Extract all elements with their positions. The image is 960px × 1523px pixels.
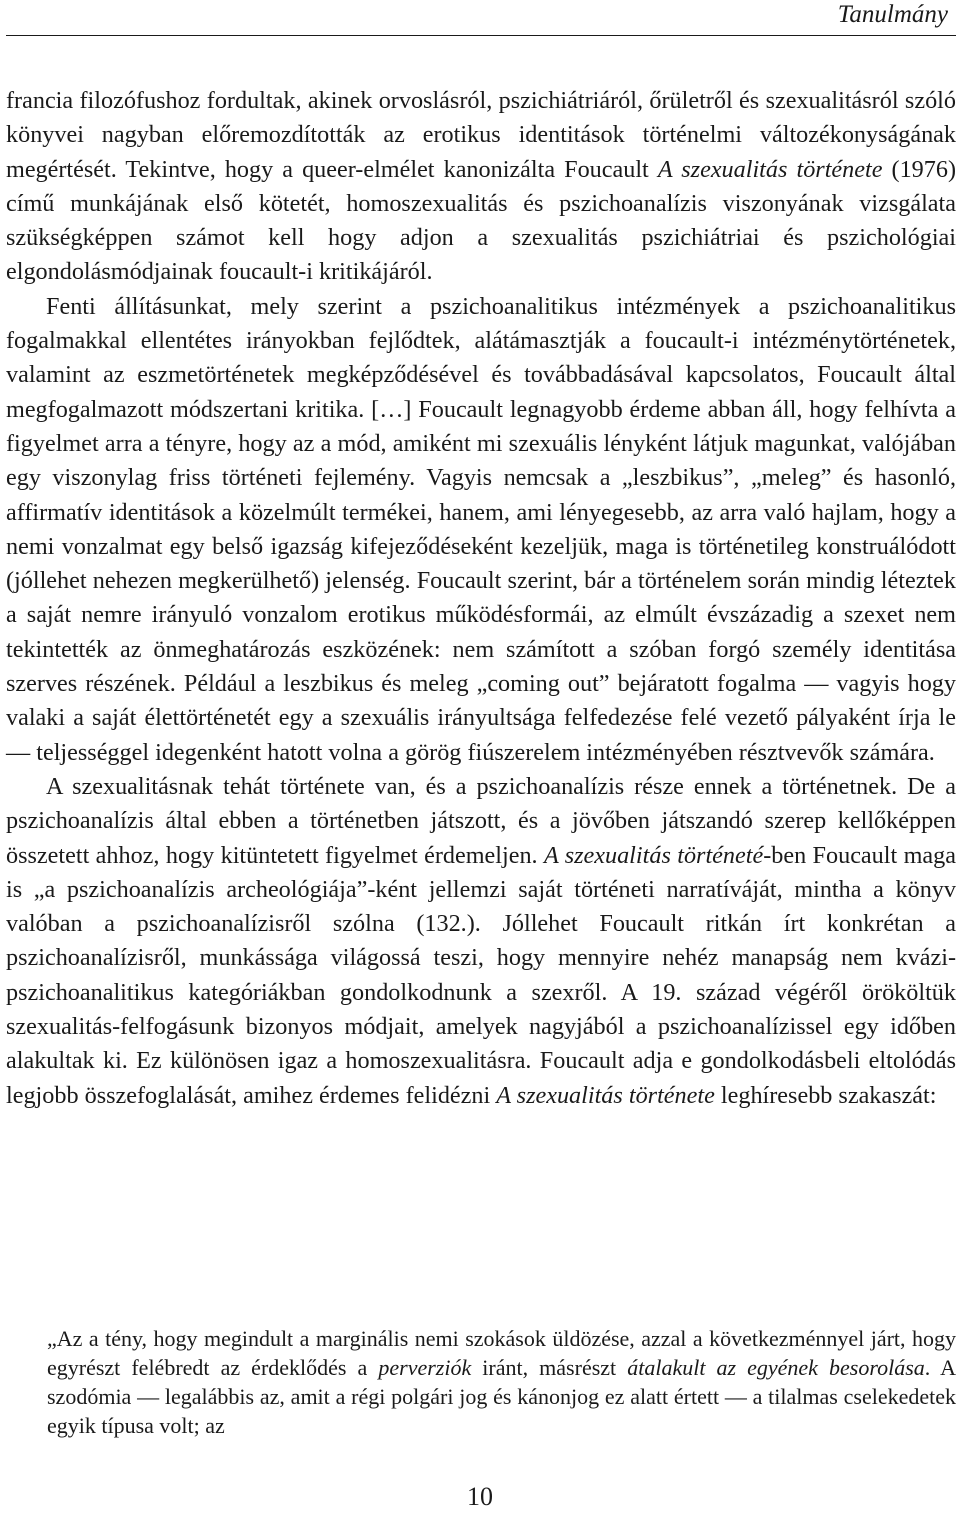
quote-italic-classification: átalakult az egyének besorolása	[627, 1355, 925, 1380]
running-header	[0, 0, 960, 38]
paragraph-2	[6, 290, 956, 770]
paragraph-1-text-cont: (1976) című munkájának első kötetét, homoszexualitás és pszichoanalízis viszonyának vizsgálata szükségképpen számot kell hogy adjon a szexualitás pszichiátriai és pszichológiai elgondolásmódjainak foucault-i kritikájáról.	[6, 155, 957, 286]
header-rule	[6, 35, 956, 36]
quote-text: „Az a tény, hogy megindult a marginális nemi szokások üldözése, azzal a következménnyel járt, hogy egyrészt felébredt az érdeklődés a	[47, 1326, 956, 1380]
block-quote	[47, 1324, 956, 1440]
main-text	[6, 84, 956, 1113]
running-title: Tanulmány	[837, 1, 948, 28]
page-number: 10	[467, 1482, 493, 1511]
paragraph-3-text-cont: -ben Foucault maga is „a pszichoanalízis archeológiája”-ként jellemzi saját történeti narratíváját, mintha a könyv valóban a pszichoanalízisről szólna (132.). Jóllehet Foucault ritkán írt konkrétan a pszichoanalízisről, munkássága világossá teszi, hogy mennyire nehéz manapság nem kvázi-pszichoanalitikus kategóriákban gondolkodnunk a szexről. A 19. század végéről örököltük szexualitás-felfogásunk bizonyos módjait, amelyek nagyjából a pszichoanalízissel egy időben alakultak ki. Ez különösen igaz a homoszexualitásra. Foucault adja e gondolkodásbeli eltolódás legjobb összefoglalását, amihez érdemes felidézni	[6, 841, 956, 1109]
paragraph-3-text: A szexualitásnak tehát története van, és a pszichoanalízis része ennek a történetnek. De a pszichoanalízis által ebben a történetben játszott, és a jövőben játszandó szerep kellőképpen összetett ahhoz, hogy kitüntetett figyelmet érdemeljen.	[6, 772, 956, 869]
book-title-italic-inflected: A szexualitás történeté	[543, 841, 764, 869]
paragraph-1-text: francia filozófushoz fordultak, akinek orvoslásról, pszichiátriáról, őrületről és szexualitásról szóló könyvei nagyban előremozdították az erotikus identitások történelmi változékonyságának megértését. Tekintve, hogy a queer-elmélet kanonizálta Foucault	[6, 87, 956, 183]
paragraph-2-text: Fenti állításunkat, mely szerint a pszichoanalitikus intézmények a pszichoanalitikus fogalmakkal ellentétes irányokban fejlődtek, alátámasztják a foucault-i intézménytörténetek, valamint az eszmetörténetek megképződésével és továbbadásával kapcsolatos, Foucault által megfogalmazott módszertani kritika. […] Foucault legnagyobb érdeme abban áll, hogy felhívta a figyelmet arra a tényre, hogy az a mód, amiként mi szexuális lényként látjuk magunkat, valójában egy viszonylag friss történeti fejlemény. Vagyis nemcsak a „leszbikus”, „meleg” és hasonló, affirmatív identitások a közelmúlt termékei, hanem, ami lényegesebb, az arra való hajlam, hogy a nemi vonzalmat egy belső igazság kifejeződéseként kezeljük, maga is történetileg konstruálódott (jóllehet nehezen megkerülhető) jelenség. Foucault szerint, bár a történelem során mindig léteztek a saját nemre irányuló vonzalom erotikus működésformái, az elmúlt évszázadig a szexet nem tekintették az önmeghatározás eszközének: nem számított a szóban forgó személy identitása szerves részének. Például a leszbikus és meleg „coming out” bejáratott fogalma — vagyis hogy valaki a saját élettörténetét egy a szexuális irányultsága felfedezése felé vezető pályaként írja le — teljességgel idegenként hatott volna a görög fiúszerelem intézményében résztvevők számára.	[6, 292, 956, 766]
paragraph-1	[6, 84, 956, 290]
book-title-italic: A szexualitás története	[657, 155, 883, 183]
quote-italic-perversions: perverziók	[378, 1355, 472, 1380]
book-title-italic-2: A szexualitás története	[496, 1081, 715, 1109]
paragraph-3	[6, 770, 956, 1113]
quote-text-cont: iránt, másrészt	[471, 1355, 628, 1380]
quote-paragraph	[47, 1324, 956, 1440]
quote-text-end: . A szodómia — legalábbis az, amit a régi polgári jog és kánonjog ez alatt értett — a tilalmas cselekedetek egyik típusa volt; az	[47, 1355, 956, 1438]
paragraph-3-text-end: leghíresebb szakaszát:	[714, 1081, 937, 1109]
